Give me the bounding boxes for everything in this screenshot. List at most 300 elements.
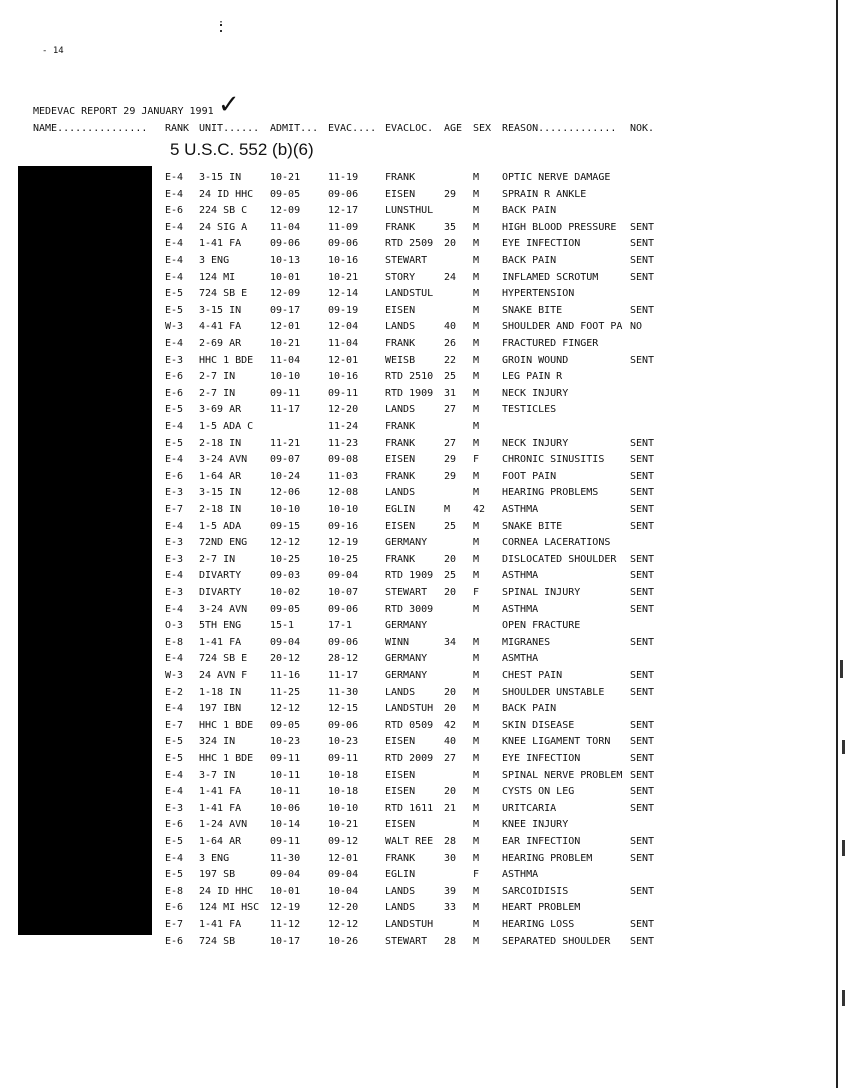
cell-reason: SARCOIDISIS bbox=[502, 886, 569, 897]
cell-nok: SENT bbox=[630, 454, 655, 465]
cell-evacloc: EISEN bbox=[385, 454, 416, 465]
cell-admit: 09-04 bbox=[270, 869, 301, 880]
cell-admit: 12-09 bbox=[270, 205, 301, 216]
table-row bbox=[0, 504, 848, 520]
cell-evacloc: EGLIN bbox=[385, 869, 416, 880]
cell-sex: M bbox=[473, 272, 480, 283]
cell-unit: 124 MI bbox=[199, 272, 236, 283]
cell-reason: KNEE LIGAMENT TORN bbox=[502, 736, 611, 747]
cell-rank: E-4 bbox=[165, 222, 184, 233]
cell-reason: FOOT PAIN bbox=[502, 471, 557, 482]
cell-unit: 1-41 FA bbox=[199, 238, 242, 249]
cell-admit: 11-17 bbox=[270, 404, 301, 415]
cell-admit: 09-11 bbox=[270, 836, 301, 847]
cell-unit: 2-18 IN bbox=[199, 504, 242, 515]
cell-evacloc: STEWART bbox=[385, 587, 428, 598]
cell-evac: 10-21 bbox=[328, 272, 359, 283]
header-rank: RANK bbox=[165, 123, 190, 134]
cell-evac: 09-06 bbox=[328, 238, 359, 249]
cell-reason: BACK PAIN bbox=[502, 703, 557, 714]
cell-sex: M bbox=[473, 753, 480, 764]
cell-rank: E-4 bbox=[165, 338, 184, 349]
cell-unit: 3-69 AR bbox=[199, 404, 242, 415]
table-row bbox=[0, 637, 848, 653]
cell-evac: 10-16 bbox=[328, 255, 359, 266]
cell-evacloc: WEISB bbox=[385, 355, 416, 366]
table-row bbox=[0, 687, 848, 703]
cell-evac: 09-11 bbox=[328, 388, 359, 399]
cell-age: 20 bbox=[444, 703, 457, 714]
header-nok: NOK. bbox=[630, 123, 655, 134]
cell-age: 20 bbox=[444, 786, 457, 797]
cell-admit: 11-25 bbox=[270, 687, 301, 698]
cell-rank: E-6 bbox=[165, 936, 184, 947]
cell-rank: E-4 bbox=[165, 653, 184, 664]
cell-sex: M bbox=[473, 537, 480, 548]
cell-evacloc: FRANK bbox=[385, 222, 416, 233]
cell-reason: SPRAIN R ANKLE bbox=[502, 189, 587, 200]
cell-evacloc: STEWART bbox=[385, 936, 428, 947]
table-row bbox=[0, 869, 848, 885]
cell-evacloc: FRANK bbox=[385, 338, 416, 349]
cell-nok: SENT bbox=[630, 836, 655, 847]
cell-evacloc: LANDS bbox=[385, 321, 416, 332]
cell-sex: M bbox=[473, 355, 480, 366]
checkmark-icon: ✓ bbox=[218, 90, 240, 120]
stray-colon: : bbox=[218, 18, 225, 29]
cell-evac: 10-21 bbox=[328, 819, 359, 830]
cell-nok: SENT bbox=[630, 238, 655, 249]
cell-admit: 10-21 bbox=[270, 172, 301, 183]
cell-sex: M bbox=[473, 321, 480, 332]
cell-reason: SHOULDER AND FOOT PA bbox=[502, 321, 623, 332]
cell-evacloc: RTD 0509 bbox=[385, 720, 434, 731]
cell-age: 20 bbox=[444, 687, 457, 698]
cell-nok: SENT bbox=[630, 853, 655, 864]
cell-admit: 10-06 bbox=[270, 803, 301, 814]
cell-evacloc: EISEN bbox=[385, 521, 416, 532]
cell-evacloc: LANDS bbox=[385, 886, 416, 897]
table-row bbox=[0, 819, 848, 835]
cell-unit: 197 SB bbox=[199, 869, 236, 880]
cell-age: 20 bbox=[444, 554, 457, 565]
cell-rank: E-5 bbox=[165, 438, 184, 449]
header-evacloc: EVACLOC. bbox=[385, 123, 434, 134]
cell-admit: 10-23 bbox=[270, 736, 301, 747]
cell-sex: 42 bbox=[473, 504, 486, 515]
cell-unit: 5TH ENG bbox=[199, 620, 242, 631]
cell-admit: 10-11 bbox=[270, 786, 301, 797]
cell-reason: HYPERTENSION bbox=[502, 288, 575, 299]
cell-age: 33 bbox=[444, 902, 457, 913]
cell-reason: SPINAL INJURY bbox=[502, 587, 581, 598]
cell-sex: M bbox=[473, 919, 480, 930]
table-row bbox=[0, 803, 848, 819]
cell-evac: 12-19 bbox=[328, 537, 359, 548]
table-row bbox=[0, 222, 848, 238]
cell-evacloc: EISEN bbox=[385, 736, 416, 747]
cell-nok: SENT bbox=[630, 786, 655, 797]
cell-rank: E-3 bbox=[165, 587, 184, 598]
cell-evacloc: LUNSTHUL bbox=[385, 205, 434, 216]
cell-reason: OPTIC NERVE DAMAGE bbox=[502, 172, 611, 183]
cell-rank: W-3 bbox=[165, 321, 184, 332]
cell-reason: BACK PAIN bbox=[502, 205, 557, 216]
cell-evacloc: EISEN bbox=[385, 819, 416, 830]
cell-nok: NO bbox=[630, 321, 643, 332]
cell-nok: SENT bbox=[630, 355, 655, 366]
cell-evacloc: RTD 2510 bbox=[385, 371, 434, 382]
table-row bbox=[0, 554, 848, 570]
cell-reason: BACK PAIN bbox=[502, 255, 557, 266]
cell-reason: HEART PROBLEM bbox=[502, 902, 581, 913]
cell-evac: 12-04 bbox=[328, 321, 359, 332]
cell-nok: SENT bbox=[630, 720, 655, 731]
cell-nok: SENT bbox=[630, 570, 655, 581]
cell-admit: 10-01 bbox=[270, 886, 301, 897]
cell-unit: 3-15 IN bbox=[199, 172, 242, 183]
cell-sex: M bbox=[473, 189, 480, 200]
table-row bbox=[0, 570, 848, 586]
cell-admit: 11-04 bbox=[270, 222, 301, 233]
cell-evacloc: FRANK bbox=[385, 438, 416, 449]
cell-rank: E-4 bbox=[165, 189, 184, 200]
cell-sex: M bbox=[473, 853, 480, 864]
table-row bbox=[0, 537, 848, 553]
cell-admit: 12-12 bbox=[270, 537, 301, 548]
cell-unit: 24 ID HHC bbox=[199, 189, 254, 200]
cell-evac: 10-07 bbox=[328, 587, 359, 598]
cell-rank: E-3 bbox=[165, 803, 184, 814]
cell-sex: M bbox=[473, 687, 480, 698]
cell-unit: 3-24 AVN bbox=[199, 604, 248, 615]
cell-unit: 3-24 AVN bbox=[199, 454, 248, 465]
cell-reason: SNAKE BITE bbox=[502, 521, 563, 532]
cell-evacloc: LANDS bbox=[385, 404, 416, 415]
cell-age: 34 bbox=[444, 637, 457, 648]
table-row bbox=[0, 653, 848, 669]
cell-evac: 10-16 bbox=[328, 371, 359, 382]
table-row bbox=[0, 936, 848, 952]
table-row bbox=[0, 853, 848, 869]
cell-evacloc: WINN bbox=[385, 637, 410, 648]
cell-rank: E-6 bbox=[165, 205, 184, 216]
cell-age: 40 bbox=[444, 736, 457, 747]
cell-admit: 09-05 bbox=[270, 604, 301, 615]
cell-reason: HEARING PROBLEM bbox=[502, 853, 593, 864]
cell-unit: 1-41 FA bbox=[199, 919, 242, 930]
cell-rank: E-6 bbox=[165, 471, 184, 482]
cell-sex: M bbox=[473, 886, 480, 897]
cell-evac: 10-23 bbox=[328, 736, 359, 747]
cell-unit: 24 ID HHC bbox=[199, 886, 254, 897]
cell-rank: E-4 bbox=[165, 238, 184, 249]
cell-evacloc: WALT REE bbox=[385, 836, 434, 847]
cell-nok: SENT bbox=[630, 587, 655, 598]
cell-evacloc: LANDS bbox=[385, 902, 416, 913]
cell-admit: 09-03 bbox=[270, 570, 301, 581]
cell-admit: 11-04 bbox=[270, 355, 301, 366]
cell-sex: M bbox=[473, 305, 480, 316]
cell-nok: SENT bbox=[630, 919, 655, 930]
cell-evac: 09-06 bbox=[328, 637, 359, 648]
cell-sex: M bbox=[473, 604, 480, 615]
cell-evacloc: GERMANY bbox=[385, 537, 428, 548]
cell-reason: INFLAMED SCROTUM bbox=[502, 272, 599, 283]
cell-rank: E-5 bbox=[165, 836, 184, 847]
cell-unit: 2-7 IN bbox=[199, 554, 236, 565]
cell-unit: 2-69 AR bbox=[199, 338, 242, 349]
cell-rank: O-3 bbox=[165, 620, 184, 631]
cell-unit: HHC 1 BDE bbox=[199, 355, 254, 366]
cell-unit: 1-64 AR bbox=[199, 471, 242, 482]
report-title: MEDEVAC REPORT 29 JANUARY 1991 bbox=[33, 106, 214, 117]
cell-unit: 724 SB E bbox=[199, 653, 248, 664]
cell-evacloc: GERMANY bbox=[385, 653, 428, 664]
cell-nok: SENT bbox=[630, 471, 655, 482]
cell-reason: ASTHMA bbox=[502, 570, 539, 581]
cell-sex: M bbox=[473, 936, 480, 947]
cell-rank: E-3 bbox=[165, 537, 184, 548]
cell-admit: 09-06 bbox=[270, 238, 301, 249]
cell-rank: E-5 bbox=[165, 753, 184, 764]
cell-sex: M bbox=[473, 238, 480, 249]
cell-admit: 15-1 bbox=[270, 620, 295, 631]
cell-nok: SENT bbox=[630, 803, 655, 814]
cell-unit: 1-18 IN bbox=[199, 687, 242, 698]
cell-evac: 12-08 bbox=[328, 487, 359, 498]
cell-admit: 10-25 bbox=[270, 554, 301, 565]
cell-rank: E-4 bbox=[165, 604, 184, 615]
table-row bbox=[0, 736, 848, 752]
cell-sex: M bbox=[473, 554, 480, 565]
cell-age: 31 bbox=[444, 388, 457, 399]
cell-admit: 09-07 bbox=[270, 454, 301, 465]
header-age: AGE bbox=[444, 123, 463, 134]
cell-evac: 12-15 bbox=[328, 703, 359, 714]
cell-rank: E-5 bbox=[165, 869, 184, 880]
cell-evacloc: RTD 1909 bbox=[385, 388, 434, 399]
cell-admit: 11-16 bbox=[270, 670, 301, 681]
table-row bbox=[0, 471, 848, 487]
header-reason: REASON............. bbox=[502, 123, 617, 134]
table-row bbox=[0, 902, 848, 918]
cell-rank: E-4 bbox=[165, 521, 184, 532]
cell-nok: SENT bbox=[630, 604, 655, 615]
cell-sex: M bbox=[473, 222, 480, 233]
table-row bbox=[0, 404, 848, 420]
cell-evacloc: RTD 1909 bbox=[385, 570, 434, 581]
table-row bbox=[0, 487, 848, 503]
cell-evac: 17-1 bbox=[328, 620, 353, 631]
cell-age: M bbox=[444, 504, 451, 515]
cell-nok: SENT bbox=[630, 504, 655, 515]
cell-reason: CHEST PAIN bbox=[502, 670, 563, 681]
cell-sex: M bbox=[473, 670, 480, 681]
cell-evac: 11-19 bbox=[328, 172, 359, 183]
table-row bbox=[0, 288, 848, 304]
cell-evac: 11-23 bbox=[328, 438, 359, 449]
cell-reason: OPEN FRACTURE bbox=[502, 620, 581, 631]
cell-evacloc: EISEN bbox=[385, 770, 416, 781]
cell-age: 40 bbox=[444, 321, 457, 332]
cell-evac: 09-12 bbox=[328, 836, 359, 847]
cell-evacloc: EISEN bbox=[385, 189, 416, 200]
cell-sex: M bbox=[473, 205, 480, 216]
table-row bbox=[0, 172, 848, 188]
header-unit: UNIT...... bbox=[199, 123, 260, 134]
cell-rank: E-4 bbox=[165, 570, 184, 581]
cell-unit: 1-41 FA bbox=[199, 637, 242, 648]
cell-unit: 3-15 IN bbox=[199, 305, 242, 316]
cell-nok: SENT bbox=[630, 736, 655, 747]
header-evac: EVAC.... bbox=[328, 123, 377, 134]
cell-age: 39 bbox=[444, 886, 457, 897]
cell-admit: 20-12 bbox=[270, 653, 301, 664]
table-row bbox=[0, 321, 848, 337]
cell-reason: CORNEA LACERATIONS bbox=[502, 537, 611, 548]
cell-reason: ASTHMA bbox=[502, 604, 539, 615]
cell-rank: E-4 bbox=[165, 770, 184, 781]
cell-reason: EYE INFECTION bbox=[502, 753, 581, 764]
cell-evacloc: FRANK bbox=[385, 853, 416, 864]
cell-age: 21 bbox=[444, 803, 457, 814]
header-name: NAME............... bbox=[33, 123, 148, 134]
cell-unit: 4-41 FA bbox=[199, 321, 242, 332]
cell-evacloc: STORY bbox=[385, 272, 416, 283]
table-row bbox=[0, 421, 848, 437]
cell-rank: E-7 bbox=[165, 504, 184, 515]
table-row bbox=[0, 255, 848, 271]
cell-evac: 10-26 bbox=[328, 936, 359, 947]
cell-nok: SENT bbox=[630, 222, 655, 233]
cell-admit: 09-11 bbox=[270, 388, 301, 399]
table-row bbox=[0, 438, 848, 454]
cell-evac: 09-06 bbox=[328, 720, 359, 731]
cell-age: 24 bbox=[444, 272, 457, 283]
cell-evac: 12-01 bbox=[328, 853, 359, 864]
cell-evac: 11-04 bbox=[328, 338, 359, 349]
cell-evacloc: LANDSTUH bbox=[385, 703, 434, 714]
cell-admit: 10-10 bbox=[270, 504, 301, 515]
cell-reason: DISLOCATED SHOULDER bbox=[502, 554, 617, 565]
table-row bbox=[0, 786, 848, 802]
cell-sex: M bbox=[473, 803, 480, 814]
cell-sex: M bbox=[473, 736, 480, 747]
table-row bbox=[0, 521, 848, 537]
cell-unit: 124 MI HSC bbox=[199, 902, 260, 913]
cell-nok: SENT bbox=[630, 487, 655, 498]
cell-evacloc: STEWART bbox=[385, 255, 428, 266]
cell-evacloc: RTD 1611 bbox=[385, 803, 434, 814]
foia-exemption-note: 5 U.S.C. 552 (b)(6) bbox=[170, 140, 314, 159]
cell-age: 20 bbox=[444, 238, 457, 249]
cell-age: 35 bbox=[444, 222, 457, 233]
cell-age: 28 bbox=[444, 936, 457, 947]
cell-sex: M bbox=[473, 786, 480, 797]
cell-unit: 2-7 IN bbox=[199, 388, 236, 399]
scan-speck bbox=[842, 990, 845, 1006]
cell-age: 29 bbox=[444, 189, 457, 200]
cell-evac: 10-10 bbox=[328, 803, 359, 814]
cell-unit: 224 SB C bbox=[199, 205, 248, 216]
cell-unit: 724 SB E bbox=[199, 288, 248, 299]
cell-admit: 12-06 bbox=[270, 487, 301, 498]
cell-sex: M bbox=[473, 421, 480, 432]
cell-admit: 09-17 bbox=[270, 305, 301, 316]
cell-reason: ASTHMA bbox=[502, 504, 539, 515]
cell-age: 29 bbox=[444, 454, 457, 465]
cell-unit: 3 ENG bbox=[199, 255, 230, 266]
cell-reason: ASTHMA bbox=[502, 869, 539, 880]
cell-unit: 2-7 IN bbox=[199, 371, 236, 382]
cell-reason: LEG PAIN R bbox=[502, 371, 563, 382]
cell-nok: SENT bbox=[630, 936, 655, 947]
cell-admit: 11-21 bbox=[270, 438, 301, 449]
table-row bbox=[0, 620, 848, 636]
cell-rank: E-5 bbox=[165, 305, 184, 316]
cell-unit: HHC 1 BDE bbox=[199, 720, 254, 731]
cell-unit: 724 SB bbox=[199, 936, 236, 947]
cell-sex: M bbox=[473, 570, 480, 581]
cell-evac: 09-16 bbox=[328, 521, 359, 532]
cell-sex: M bbox=[473, 521, 480, 532]
cell-unit: 1-5 ADA bbox=[199, 521, 242, 532]
cell-evac: 10-18 bbox=[328, 786, 359, 797]
cell-admit: 09-11 bbox=[270, 753, 301, 764]
cell-evac: 10-18 bbox=[328, 770, 359, 781]
cell-evacloc: RTD 3009 bbox=[385, 604, 434, 615]
cell-reason: ASMTHA bbox=[502, 653, 539, 664]
cell-admit: 09-05 bbox=[270, 189, 301, 200]
cell-rank: E-4 bbox=[165, 454, 184, 465]
cell-admit: 09-04 bbox=[270, 637, 301, 648]
cell-unit: 1-41 FA bbox=[199, 803, 242, 814]
cell-evac: 12-14 bbox=[328, 288, 359, 299]
cell-age: 42 bbox=[444, 720, 457, 731]
cell-rank: E-5 bbox=[165, 288, 184, 299]
cell-unit: DIVARTY bbox=[199, 587, 242, 598]
cell-sex: M bbox=[473, 172, 480, 183]
header-sex: SEX bbox=[473, 123, 492, 134]
cell-rank: E-5 bbox=[165, 404, 184, 415]
cell-sex: M bbox=[473, 487, 480, 498]
column-header-row bbox=[33, 123, 673, 137]
cell-reason: SHOULDER UNSTABLE bbox=[502, 687, 605, 698]
cell-rank: E-7 bbox=[165, 720, 184, 731]
cell-reason: CHRONIC SINUSITIS bbox=[502, 454, 605, 465]
cell-admit: 10-17 bbox=[270, 936, 301, 947]
cell-sex: M bbox=[473, 902, 480, 913]
cell-age: 22 bbox=[444, 355, 457, 366]
cell-rank: E-3 bbox=[165, 355, 184, 366]
cell-reason: KNEE INJURY bbox=[502, 819, 569, 830]
cell-reason: NECK INJURY bbox=[502, 388, 569, 399]
cell-evac: 09-19 bbox=[328, 305, 359, 316]
cell-admit: 11-12 bbox=[270, 919, 301, 930]
cell-evac: 11-09 bbox=[328, 222, 359, 233]
cell-age: 28 bbox=[444, 836, 457, 847]
cell-unit: 1-41 FA bbox=[199, 786, 242, 797]
cell-admit: 10-10 bbox=[270, 371, 301, 382]
scan-speck bbox=[220, 30, 222, 32]
cell-age: 20 bbox=[444, 587, 457, 598]
cell-unit: 1-64 AR bbox=[199, 836, 242, 847]
cell-sex: F bbox=[473, 587, 480, 598]
cell-evac: 10-04 bbox=[328, 886, 359, 897]
cell-reason: HEARING PROBLEMS bbox=[502, 487, 599, 498]
cell-evac: 12-12 bbox=[328, 919, 359, 930]
